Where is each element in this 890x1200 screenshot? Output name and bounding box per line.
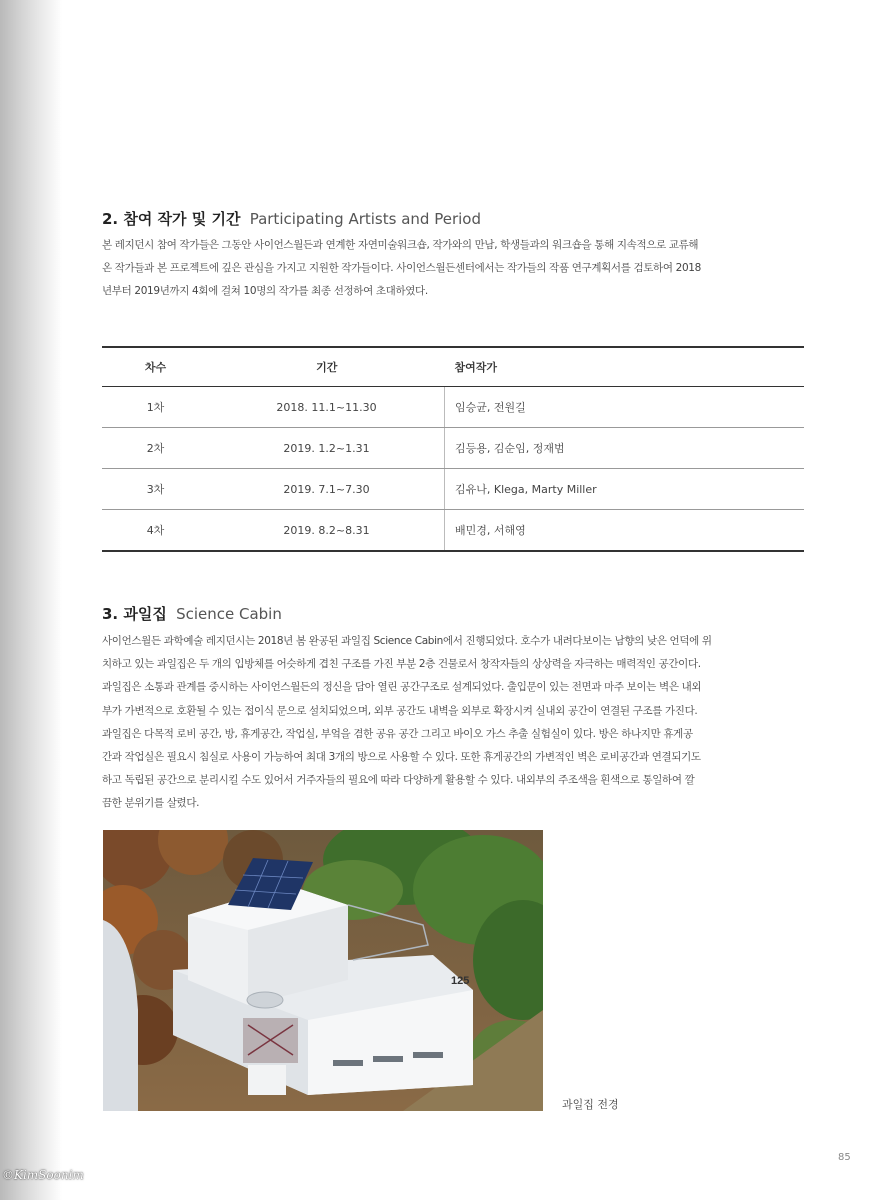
period-cell: 2018. 11.1~11.30 bbox=[209, 387, 445, 428]
building-number: 125 bbox=[451, 975, 470, 987]
section-2-title-ko: 2. 참여 작가 및 기간 bbox=[102, 210, 241, 228]
artists-cell: 배민경, 서해영 bbox=[445, 510, 805, 552]
paragraph-line: 간과 작업실은 필요시 침실로 사용이 가능하여 최대 3개의 방으로 사용할 수 있다. 또한 휴게공간의 가변적인 벽은 로비공간과 연결되기도 bbox=[102, 751, 701, 764]
paragraph-line: 하고 독립된 공간으로 분리시킬 수도 있어서 거주자들의 필요에 따라 다양하게 활용할 수 있다. 내외부의 주조색을 흰색으로 통일하여 깔 bbox=[102, 774, 695, 787]
section-3-paragraph bbox=[102, 630, 802, 816]
header-round: 차수 bbox=[102, 347, 209, 387]
paragraph-line: 온 작가들과 본 프로젝트에 깊은 관심을 가지고 지원한 작가들이다. 사이언스월든센터에서는 작가들의 작품 연구계획서를 검토하여 2018 bbox=[102, 262, 701, 275]
paragraph-line: 사이언스월든 과학예술 레지던시는 2018년 봄 완공된 과일집 Science Cabin에서 진행되었다. 호수가 내려다보이는 남향의 낮은 언덕에 위 bbox=[102, 635, 712, 647]
round-cell: 3차 bbox=[102, 469, 209, 510]
round-cell: 1차 bbox=[102, 387, 209, 428]
photo-caption: 과일집 전경 bbox=[562, 1098, 619, 1111]
table-row bbox=[102, 428, 804, 469]
round-skylight bbox=[247, 992, 283, 1008]
table-row bbox=[102, 387, 804, 428]
section-3-title-en: Science Cabin bbox=[176, 605, 282, 623]
artists-cell: 김등용, 김순임, 정재범 bbox=[445, 428, 805, 469]
section-2-paragraph bbox=[102, 234, 802, 304]
artists-cell: 김유나, Klega, Marty Miller bbox=[445, 469, 805, 510]
section-2-heading bbox=[102, 208, 481, 229]
period-cell: 2019. 8.2~8.31 bbox=[209, 510, 445, 552]
artist-schedule-table bbox=[102, 346, 804, 552]
window bbox=[373, 1056, 403, 1062]
paragraph-line: 치하고 있는 과일집은 두 개의 입방체를 어슷하게 겹친 구조를 가진 부분 2층 건물로서 창작자들의 상상력을 자극하는 매력적인 공간이다. bbox=[102, 658, 701, 671]
header-period: 기간 bbox=[209, 347, 445, 387]
base-cylinder bbox=[248, 1065, 286, 1095]
science-cabin-photo bbox=[103, 830, 543, 1111]
paragraph-line: 끔한 분위기를 살렸다. bbox=[102, 797, 200, 810]
section-3-heading bbox=[102, 603, 282, 624]
paragraph-line: 본 레지던시 참여 작가들은 그동안 사이언스월든과 연계한 자연미술워크숍, 작가와의 만남, 학생들과의 워크숍을 통해 지속적으로 교류해 bbox=[102, 239, 699, 251]
period-cell: 2019. 7.1~7.30 bbox=[209, 469, 445, 510]
artists-cell: 임승균, 전원길 bbox=[445, 387, 805, 428]
section-2-title-en: Participating Artists and Period bbox=[249, 210, 481, 228]
copyright-watermark: ©KimSoonim bbox=[2, 1168, 84, 1182]
window bbox=[413, 1052, 443, 1058]
paragraph-line: 년부터 2019년까지 4회에 걸쳐 10명의 작가를 최종 선정하여 초대하였다. bbox=[102, 285, 428, 298]
round-cell: 4차 bbox=[102, 510, 209, 552]
paragraph-line: 과일집은 소통과 관계를 중시하는 사이언스월든의 정신을 담아 열린 공간구조로 설계되었다. 출입문이 있는 전면과 마주 보이는 벽은 내외 bbox=[102, 681, 702, 694]
page-number: 85 bbox=[838, 1152, 851, 1163]
table-row bbox=[102, 510, 804, 552]
paragraph-line: 부가 가변적으로 호환될 수 있는 접이식 문으로 설치되었으며, 외부 공간도 내벽을 외부로 확장시켜 실내외 공간이 연결된 구조를 가진다. bbox=[102, 704, 698, 717]
section-3-title-ko: 3. 과일집 bbox=[102, 605, 167, 623]
window bbox=[333, 1060, 363, 1066]
period-cell: 2019. 1.2~1.31 bbox=[209, 428, 445, 469]
table-header-row bbox=[102, 347, 804, 387]
round-cell: 2차 bbox=[102, 428, 209, 469]
page-gutter-shadow bbox=[0, 0, 62, 1200]
table-row bbox=[102, 469, 804, 510]
paragraph-line: 과일집은 다목적 로비 공간, 방, 휴게공간, 작업실, 부엌을 겸한 공유 공간 그리고 바이오 가스 추출 실험실이 있다. 방은 하나지만 휴게공 bbox=[102, 727, 693, 740]
header-artists: 참여작가 bbox=[445, 347, 805, 387]
